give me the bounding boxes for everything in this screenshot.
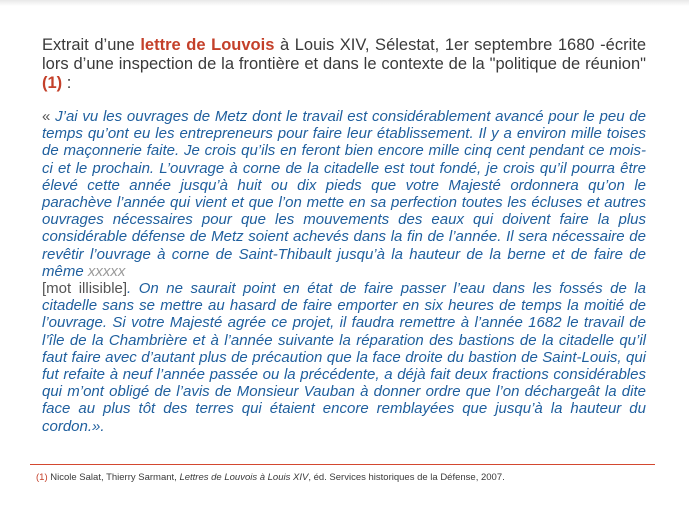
slide-heading xyxy=(42,36,646,93)
footnote-publisher: , éd. Services historiques de la Défense, 2007. xyxy=(308,472,505,483)
footnote-reference: (1) xyxy=(42,74,63,92)
heading-middle: à Louis XIV, Sélestat, 1er septembre 1680 -écrite lors d’une inspection de la frontière et dans le contexte de la "politique de réunion" xyxy=(42,36,646,73)
footnote-number: (1) xyxy=(36,472,48,483)
illegible-word-mark: xxxxx xyxy=(87,262,126,280)
quote-text-part-2: . On ne saurait point en état de faire passer l’eau dans les fossés de la citadelle sans se mettre au hasard de faire emporter en six heures de temps la moitié de l’ouvrage. Si votre Majesté agrée ce projet, il faudra remettre à l’année 1682 le travail de l’île de la Chambrière et à l’année suivante la réparation des bastions de la citadelle qu’il faut faire avec d’autant plus de précaution que la face droite du bastion de Saint-Louis, qui fut refaite à neuf l’année passée ou la précédente, a déjà fait deux fractions considérables qui m’ont obligé de l’avis de Monsieur Vauban à donner ordre que l’on déchargeât la dite face au plus tôt des terres qui étaient encore remblayées que jusqu’à la hauteur du cordon.». xyxy=(42,280,646,435)
quote-open-mark: « xyxy=(42,108,56,125)
heading-suffix: : xyxy=(62,74,72,92)
footnote-book-title: Lettres de Louvois à Louis XIV xyxy=(179,472,309,483)
footnote xyxy=(36,472,656,484)
slide-top-rule xyxy=(0,0,689,6)
heading-emphasis: lettre de Louvois xyxy=(140,36,275,54)
quote-text-part-1: J’ai vu les ouvrages de Metz dont le travail est considérablement avancé pour le peu de temps qu’ont eu les entrepreneurs pour faire leur établissement. Il y a environ mille toises de maçonnerie faite. Je crois qu’ils en feront bien encore mille cinq cent pendant ce mois-ci et le prochain. L’ouvrage à corne de la citadelle est tout fondé, je crois qu’il pourra être élevé cette année jusqu’à huit ou dix pieds que votre Majesté ordonnera qu’on le parachève l’année qui vient et que l’on mette en sa perfection toutes les écluses et autres ouvrages nécessaires pour que les mouvements des eaux qui doivent faire la plus considérable défense de Metz soient achevés dans la fin de l’année. Il sera nécessaire de revêtir l’ouvrage à corne de Saint-Thibault jusqu’à la hauteur de la berne et de faire de même xyxy=(42,108,646,280)
letter-quote xyxy=(42,108,646,435)
illegible-word-note: [mot illisible] xyxy=(42,280,128,298)
footnote-divider xyxy=(30,464,655,465)
footnote-authors: Nicole Salat, Thierry Sarmant, xyxy=(47,472,180,483)
heading-prefix: Extrait d’une xyxy=(42,36,141,54)
